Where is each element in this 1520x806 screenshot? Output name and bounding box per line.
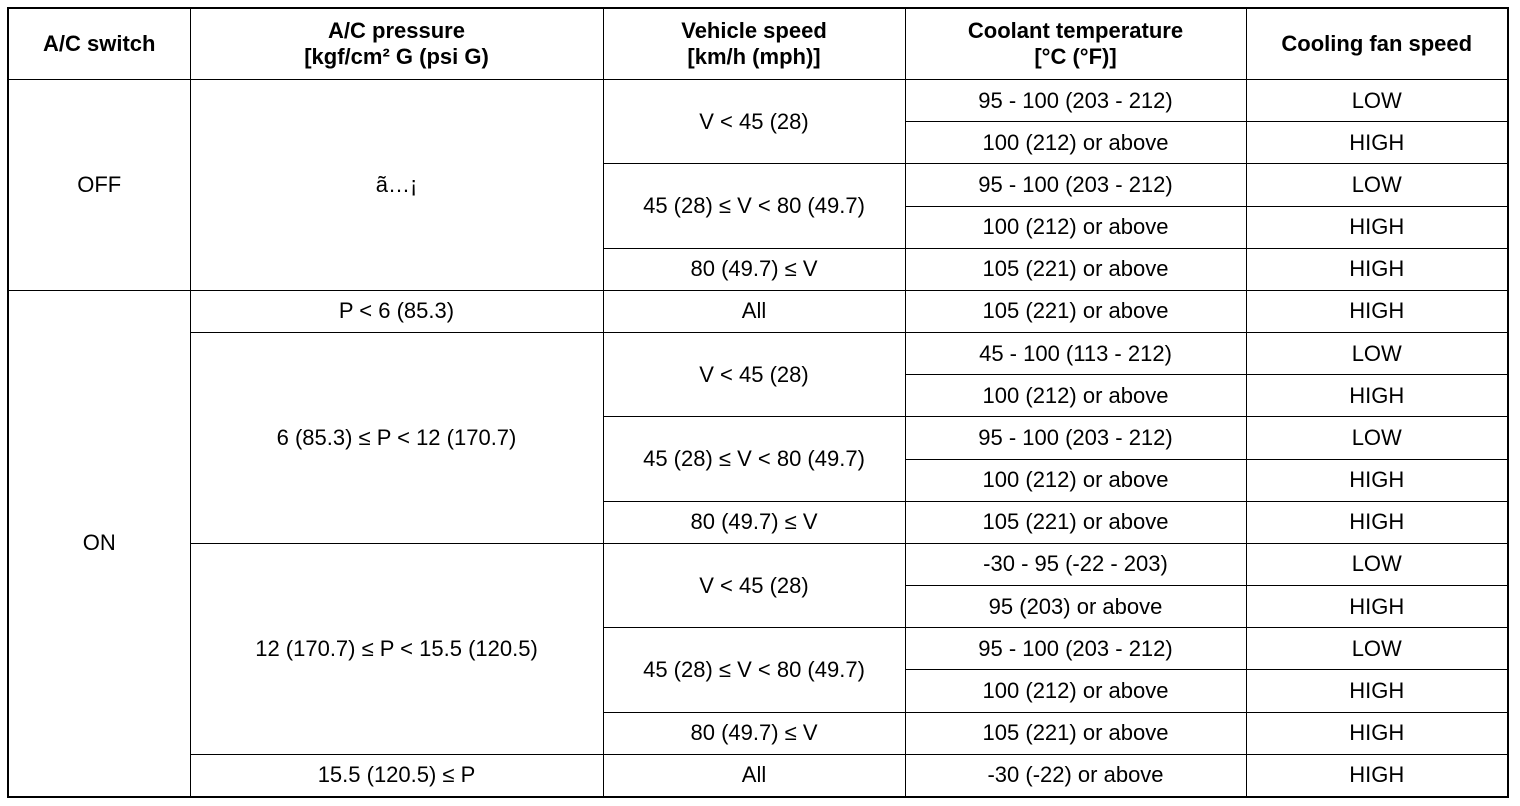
cell-speed: 45 (28) ≤ V < 80 (49.7) bbox=[603, 417, 905, 501]
cell-fan: LOW bbox=[1246, 628, 1508, 670]
cell-fan: HIGH bbox=[1246, 459, 1508, 501]
cell-fan: HIGH bbox=[1246, 375, 1508, 417]
cell-pressure: 15.5 (120.5) ≤ P bbox=[190, 754, 603, 797]
cell-fan: HIGH bbox=[1246, 670, 1508, 712]
cell-temp: -30 (-22) or above bbox=[905, 754, 1246, 797]
cell-temp: 100 (212) or above bbox=[905, 375, 1246, 417]
cell-fan: LOW bbox=[1246, 333, 1508, 375]
table-row bbox=[8, 333, 1508, 375]
cell-temp: 105 (221) or above bbox=[905, 290, 1246, 332]
cell-pressure-off: ã…¡ bbox=[190, 80, 603, 291]
cell-ac-switch-off: OFF bbox=[8, 80, 190, 291]
header-row bbox=[8, 8, 1508, 80]
cell-fan: LOW bbox=[1246, 80, 1508, 122]
cell-speed: 80 (49.7) ≤ V bbox=[603, 712, 905, 754]
cell-fan: HIGH bbox=[1246, 586, 1508, 628]
cell-temp: 100 (212) or above bbox=[905, 670, 1246, 712]
cell-speed: All bbox=[603, 754, 905, 797]
header-coolant-temp bbox=[905, 8, 1246, 80]
cell-speed: V < 45 (28) bbox=[603, 333, 905, 417]
cell-speed: V < 45 (28) bbox=[603, 543, 905, 627]
cell-temp: 100 (212) or above bbox=[905, 122, 1246, 164]
cell-fan: HIGH bbox=[1246, 290, 1508, 332]
cell-pressure: P < 6 (85.3) bbox=[190, 290, 603, 332]
cell-speed: 80 (49.7) ≤ V bbox=[603, 501, 905, 543]
cell-fan: HIGH bbox=[1246, 248, 1508, 290]
header-vehicle-speed bbox=[603, 8, 905, 80]
cell-temp: 105 (221) or above bbox=[905, 501, 1246, 543]
cell-temp: 95 - 100 (203 - 212) bbox=[905, 164, 1246, 206]
cell-temp: 95 - 100 (203 - 212) bbox=[905, 80, 1246, 122]
cell-fan: LOW bbox=[1246, 164, 1508, 206]
cell-fan: HIGH bbox=[1246, 712, 1508, 754]
cell-speed: All bbox=[603, 290, 905, 332]
cell-speed: 45 (28) ≤ V < 80 (49.7) bbox=[603, 164, 905, 248]
cell-temp: 45 - 100 (113 - 212) bbox=[905, 333, 1246, 375]
table-row bbox=[8, 80, 1508, 122]
cell-temp: 95 - 100 (203 - 212) bbox=[905, 417, 1246, 459]
table-row bbox=[8, 754, 1508, 797]
cell-temp: 105 (221) or above bbox=[905, 248, 1246, 290]
cell-fan: HIGH bbox=[1246, 754, 1508, 797]
cell-temp: 105 (221) or above bbox=[905, 712, 1246, 754]
table-row bbox=[8, 543, 1508, 585]
header-ac-switch: A/C switch bbox=[8, 8, 190, 80]
header-ac-pressure-title: A/C pressure bbox=[328, 18, 465, 43]
cell-fan: HIGH bbox=[1246, 206, 1508, 248]
cooling-fan-spec-table bbox=[7, 7, 1509, 798]
header-ac-pressure-unit: [kgf/cm² G (psi G) bbox=[304, 44, 489, 69]
header-coolant-temp-unit: [°C (°F)] bbox=[1034, 44, 1117, 69]
cell-fan: HIGH bbox=[1246, 501, 1508, 543]
cell-temp: 95 (203) or above bbox=[905, 586, 1246, 628]
header-fan-speed: Cooling fan speed bbox=[1246, 8, 1508, 80]
cell-temp: 95 - 100 (203 - 212) bbox=[905, 628, 1246, 670]
cell-pressure: 12 (170.7) ≤ P < 15.5 (120.5) bbox=[190, 543, 603, 754]
cell-speed: 45 (28) ≤ V < 80 (49.7) bbox=[603, 628, 905, 712]
cell-fan: HIGH bbox=[1246, 122, 1508, 164]
cell-temp: 100 (212) or above bbox=[905, 459, 1246, 501]
header-coolant-temp-title: Coolant temperature bbox=[967, 18, 1184, 43]
cell-temp: -30 - 95 (-22 - 203) bbox=[905, 543, 1246, 585]
cell-fan: LOW bbox=[1246, 543, 1508, 585]
header-vehicle-speed-unit: [km/h (mph)] bbox=[687, 44, 821, 69]
header-vehicle-speed-title: Vehicle speed bbox=[681, 18, 827, 43]
cell-pressure: 6 (85.3) ≤ P < 12 (170.7) bbox=[190, 333, 603, 544]
cell-speed: V < 45 (28) bbox=[603, 80, 905, 164]
cell-temp: 100 (212) or above bbox=[905, 206, 1246, 248]
header-ac-pressure bbox=[190, 8, 603, 80]
cell-fan: LOW bbox=[1246, 417, 1508, 459]
cell-ac-switch-on: ON bbox=[8, 290, 190, 797]
table-row bbox=[8, 290, 1508, 332]
cell-speed: 80 (49.7) ≤ V bbox=[603, 248, 905, 290]
